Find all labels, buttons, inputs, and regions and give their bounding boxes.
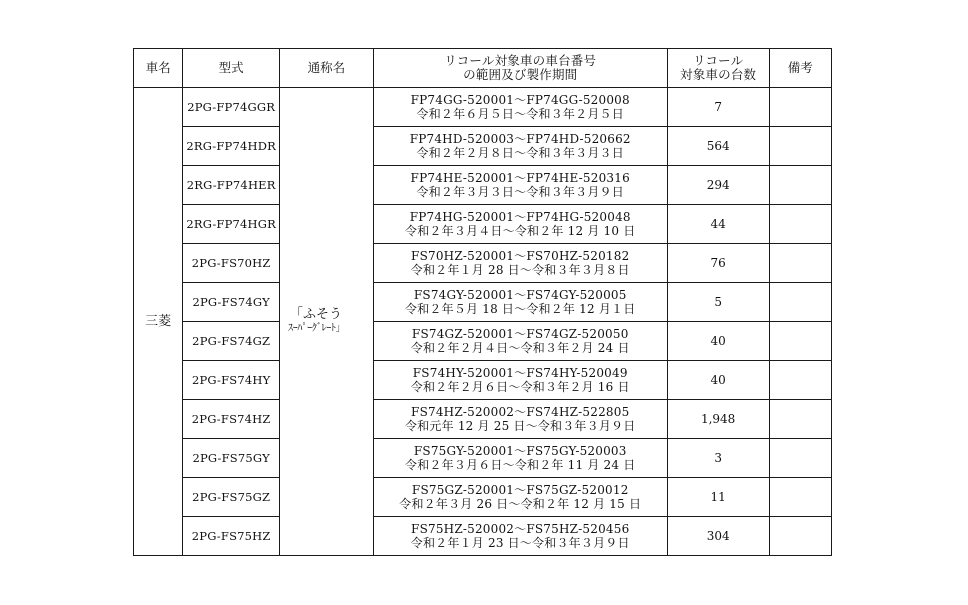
table-row xyxy=(134,283,832,322)
range-cell xyxy=(373,88,667,127)
count-cell: 5 xyxy=(667,283,769,322)
range-text: FS74HY-520001～FS74HY-520049 xyxy=(412,366,628,380)
range-text: FS74GZ-520001～FS74GZ-520050 xyxy=(411,327,629,341)
common-name-line2: ｽｰﾊﾟｰｸﾞﾚｰﾄ」 xyxy=(288,322,346,334)
note-cell xyxy=(769,361,832,400)
range-cell xyxy=(373,361,667,400)
note-cell xyxy=(769,322,832,361)
range-cell xyxy=(373,283,667,322)
range-text: FS75GY-520001～FS75GY-520003 xyxy=(413,444,627,458)
header-count-line2: 対象車の台数 xyxy=(680,67,757,82)
note-cell xyxy=(769,400,832,439)
type-cell: 2PG-FS75GY xyxy=(183,439,280,478)
count-cell: 76 xyxy=(667,244,769,283)
header-count xyxy=(667,49,769,88)
range-cell xyxy=(373,400,667,439)
common-name-line1: 「ふそう xyxy=(290,306,343,322)
type-cell: 2RG-FP74HDR xyxy=(183,127,280,166)
range-text: FS74GY-520001～FS74GY-520005 xyxy=(413,288,627,302)
range-text: FS74HZ-520002～FS74HZ-522805 xyxy=(411,405,630,419)
range-cell xyxy=(373,322,667,361)
type-cell: 2PG-FS74HY xyxy=(183,361,280,400)
type-cell: 2PG-FS74GZ xyxy=(183,322,280,361)
range-cell xyxy=(373,439,667,478)
period-text: 令和２年２月６日～令和３年２月 16 日 xyxy=(410,380,630,394)
range-cell xyxy=(373,478,667,517)
period-text: 令和２年１月 23 日～令和３年３月９日 xyxy=(410,536,630,550)
type-cell: 2PG-FP74GGR xyxy=(183,88,280,127)
note-cell xyxy=(769,244,832,283)
type-cell: 2PG-FS74HZ xyxy=(183,400,280,439)
count-cell: 564 xyxy=(667,127,769,166)
table-row xyxy=(134,361,832,400)
period-text: 令和２年３月４日～令和２年 12 月 10 日 xyxy=(405,224,636,238)
note-cell xyxy=(769,166,832,205)
note-cell xyxy=(769,478,832,517)
type-cell: 2PG-FS75HZ xyxy=(183,517,280,556)
table-row xyxy=(134,127,832,166)
header-range xyxy=(373,49,667,88)
table-row xyxy=(134,478,832,517)
range-cell xyxy=(373,517,667,556)
type-cell: 2RG-FP74HGR xyxy=(183,205,280,244)
period-text: 令和２年３月３日～令和３年３月９日 xyxy=(416,185,624,199)
note-cell xyxy=(769,88,832,127)
range-text: FS75GZ-520001～FS75GZ-520012 xyxy=(411,483,629,497)
range-text: FP74HG-520001～FP74HG-520048 xyxy=(409,210,631,224)
period-text: 令和２年３月６日～令和２年 11 月 24 日 xyxy=(405,458,636,472)
count-cell: 40 xyxy=(667,361,769,400)
range-cell xyxy=(373,127,667,166)
header-note: 備考 xyxy=(769,49,832,88)
type-cell: 2PG-FS74GY xyxy=(183,283,280,322)
count-cell: 11 xyxy=(667,478,769,517)
range-text: FP74GG-520001～FP74GG-520008 xyxy=(410,93,630,107)
table-row xyxy=(134,517,832,556)
count-cell: 1,948 xyxy=(667,400,769,439)
period-text: 令和２年１月 28 日～令和３年３月８日 xyxy=(410,263,630,277)
count-cell: 7 xyxy=(667,88,769,127)
range-text: FP74HE-520001～FP74HE-520316 xyxy=(410,171,630,185)
table-row xyxy=(134,205,832,244)
range-text: FS70HZ-520001～FS70HZ-520182 xyxy=(411,249,630,263)
count-cell: 44 xyxy=(667,205,769,244)
period-text: 令和２年２月８日～令和３年３月３日 xyxy=(416,146,624,160)
count-cell: 304 xyxy=(667,517,769,556)
count-cell: 40 xyxy=(667,322,769,361)
period-text: 令和２年２月４日～令和３年２月 24 日 xyxy=(410,341,630,355)
header-common-name: 通称名 xyxy=(280,49,374,88)
range-cell xyxy=(373,205,667,244)
period-text: 令和２年５月 18 日～令和２年 12 月１日 xyxy=(405,302,636,316)
range-cell xyxy=(373,166,667,205)
header-range-line2: の範囲及び製作期間 xyxy=(463,67,578,82)
note-cell xyxy=(769,517,832,556)
note-cell xyxy=(769,205,832,244)
type-cell: 2RG-FP74HER xyxy=(183,166,280,205)
maker-cell: 三菱 xyxy=(134,88,183,556)
table-row xyxy=(134,400,832,439)
table-header-row xyxy=(134,49,832,88)
table-row xyxy=(134,322,832,361)
header-range-line1: リコール対象車の車台番号 xyxy=(444,53,597,68)
period-text: 令和元年 12 月 25 日～令和３年３月９日 xyxy=(405,419,636,433)
recall-table xyxy=(133,48,832,556)
note-cell xyxy=(769,439,832,478)
note-cell xyxy=(769,127,832,166)
header-count-line1: リコール xyxy=(692,53,744,68)
common-name-cell xyxy=(280,88,374,556)
table-row xyxy=(134,88,832,127)
period-text: 令和２年３月 26 日～令和２年 12 月 15 日 xyxy=(399,497,642,511)
table-row xyxy=(134,439,832,478)
type-cell: 2PG-FS75GZ xyxy=(183,478,280,517)
range-text: FS75HZ-520002～FS75HZ-520456 xyxy=(411,522,630,536)
count-cell: 294 xyxy=(667,166,769,205)
table-row xyxy=(134,244,832,283)
count-cell: 3 xyxy=(667,439,769,478)
range-cell xyxy=(373,244,667,283)
note-cell xyxy=(769,283,832,322)
range-text: FP74HD-520003～FP74HD-520662 xyxy=(409,132,631,146)
table-row xyxy=(134,166,832,205)
period-text: 令和２年６月５日～令和３年２月５日 xyxy=(416,107,624,121)
type-cell: 2PG-FS70HZ xyxy=(183,244,280,283)
header-maker: 車名 xyxy=(134,49,183,88)
header-type: 型式 xyxy=(183,49,280,88)
